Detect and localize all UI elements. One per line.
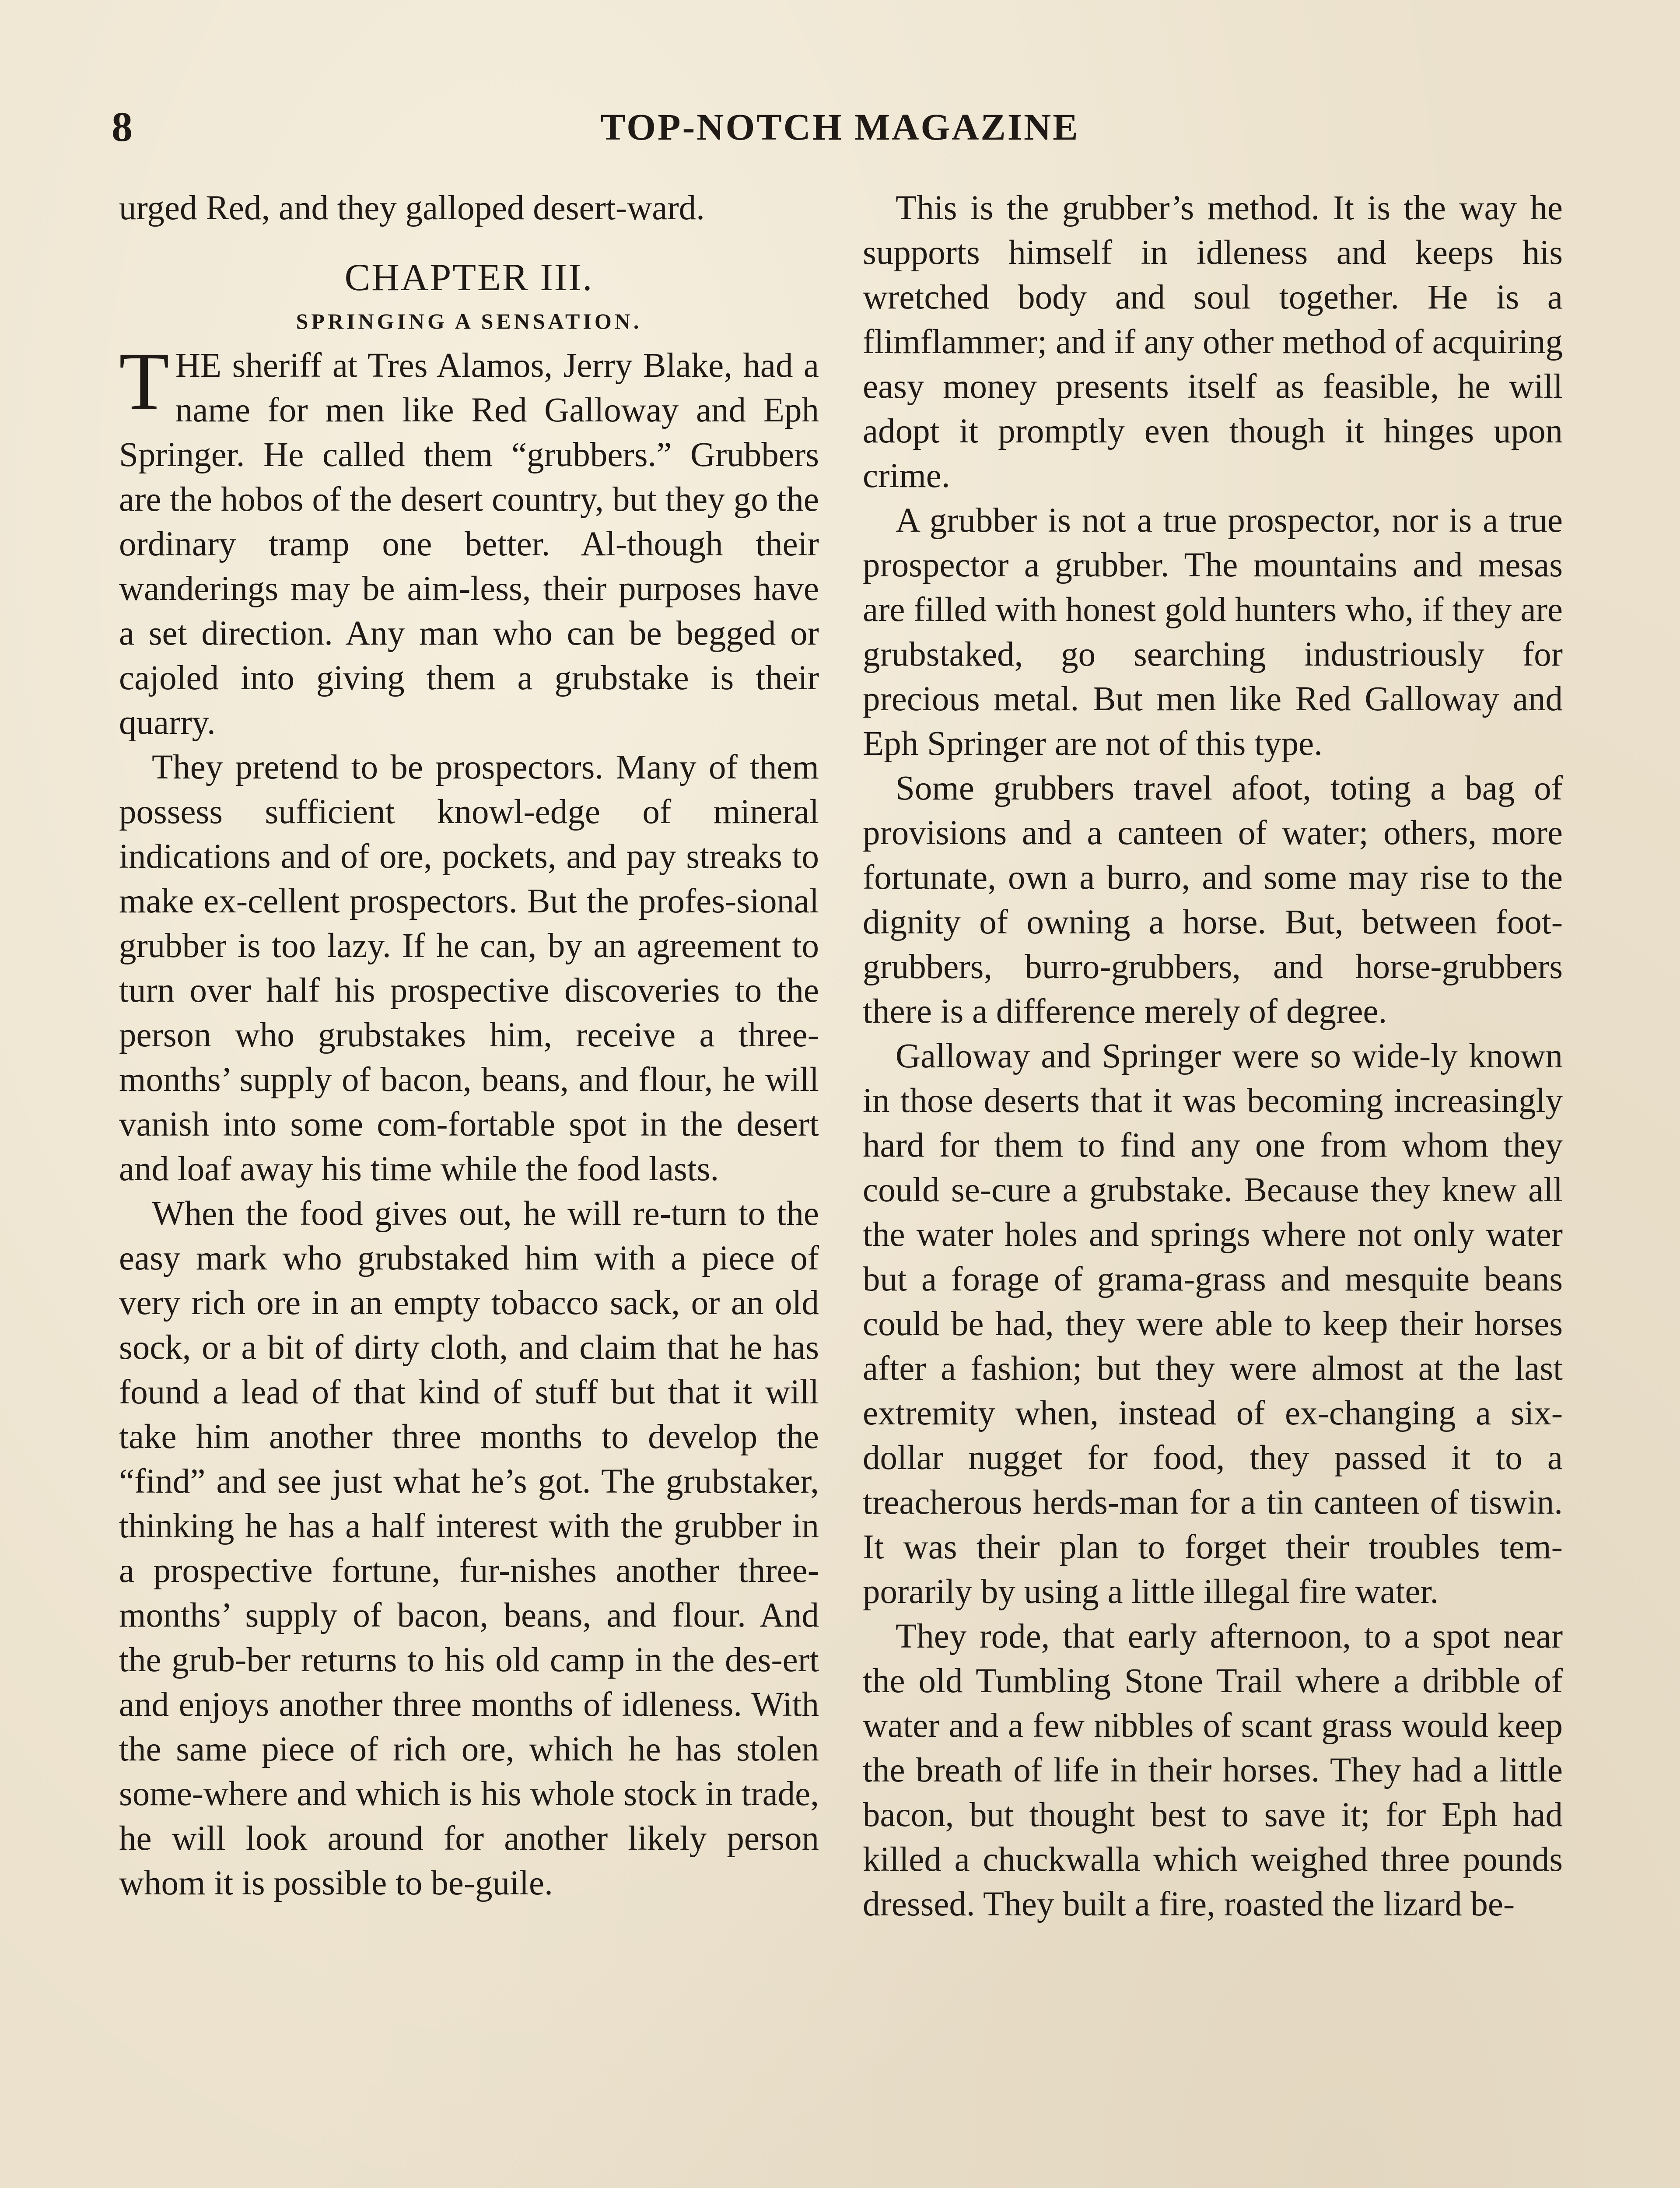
left-column: [119, 186, 819, 1906]
paragraph: This is the grubber’s method. It is the way he supports himself in idleness and keeps his wretched body and soul together. He is a flimflammer; and if any other method of acquiring easy money presents itself as feasible, he will adopt it promptly even though it hinges upon crime.: [863, 189, 1563, 495]
running-title: TOP-NOTCH MAGAZINE: [600, 106, 1080, 148]
page-header: [112, 101, 1568, 153]
paragraph: When the food gives out, he will re-turn to the easy mark who grubstaked him with a piece of very rich ore in an empty tobacco sack, or an old sock, or a bit of dirty cloth, and claim that he has found a lead of that kind of stuff but that it will take him another three months to develop the “find” and see just what he’s got. The grubstaker, thinking he has a half interest with the grubber in a prospective fortune, fur-nishes another three-months’ supply of bacon, beans, and flour. And the grub-ber returns to his old camp in the des-ert and enjoys another three months of idleness. With the same piece of rich ore, which he has stolen some-where and which is his whole stock in trade, he will look around for another likely person whom it is possible to be-guile.: [119, 1195, 819, 1902]
paragraph: Some grubbers travel afoot, toting a bag of provisions and a canteen of water; others, more fortunate, own a burro, and some may rise to the dignity of owning a horse. But, between foot-grubbers, burro-grubbers, and horse-grubbers there is a difference merely of degree.: [863, 769, 1563, 1031]
drop-cap: T: [119, 335, 169, 427]
paragraph: They pretend to be prospectors. Many of them possess sufficient knowl-edge of mineral indications and of ore, pockets, and pay streaks to make ex-cellent prospectors. But the profes-sional grubber is too lazy. If he can, by an agreement to turn over half his prospective discoveries to the person who grubstakes him, receive a three-months’ supply of bacon, beans, and flour, he will vanish into some com-fortable spot in the desert and loaf away his time while the food lasts.: [119, 748, 819, 1188]
paragraph: They rode, that early afternoon, to a spot near the old Tumbling Stone Trail where a dribble of water and a few nibbles of scant grass would keep the breath of life in their horses. They had a little bacon, but thought best to save it; for Eph had killed a chuckwalla which weighed three pounds dressed. They built a fire, roasted the lizard be-: [863, 1617, 1563, 1923]
paragraph: Galloway and Springer were so wide-ly known in those deserts that it was becoming increasingly hard for them to find any one from whom they could se-cure a grubstake. Because they knew all the water holes and springs where not only water but a forage of grama-grass and mesquite beans could be had, they were able to keep their horses after a fashion; but they were almost at the last extremity when, instead of ex-changing a six-dollar nugget for food, they passed it to a treacherous herds-man for a tin canteen of tiswin. It was their plan to forget their troubles tem-porarily by using a little illegal fire water.: [863, 1037, 1563, 1611]
opening-paragraph-text: HE sheriff at Tres Alamos, Jerry Blake, had a name for men like Red Galloway and Eph Springer. He called them “grubbers.” Grubbers are the hobos of the desert country, but they go the ordinary tramp one better. Al-though their wanderings may be aim-less, their purposes have a set direction. Any man who can be begged or cajoled into giving them a grubstake is their quarry.: [119, 347, 819, 742]
lead-text: urged Red, and they galloped desert-ward.: [119, 189, 705, 227]
page-number: 8: [112, 103, 133, 150]
opening-paragraph: [119, 335, 819, 745]
chapter-subtitle: SPRINGING A SENSATION.: [296, 309, 642, 333]
paragraph: A grubber is not a true prospector, nor is a true prospector a grubber. The mountains and mesas are filled with honest gold hunters who, if they are grubstaked, go searching industriously for precious metal. But men like Red Galloway and Eph Springer are not of this type.: [863, 501, 1563, 763]
chapter-heading: CHAPTER III.: [344, 256, 594, 299]
right-column: [863, 186, 1563, 1927]
